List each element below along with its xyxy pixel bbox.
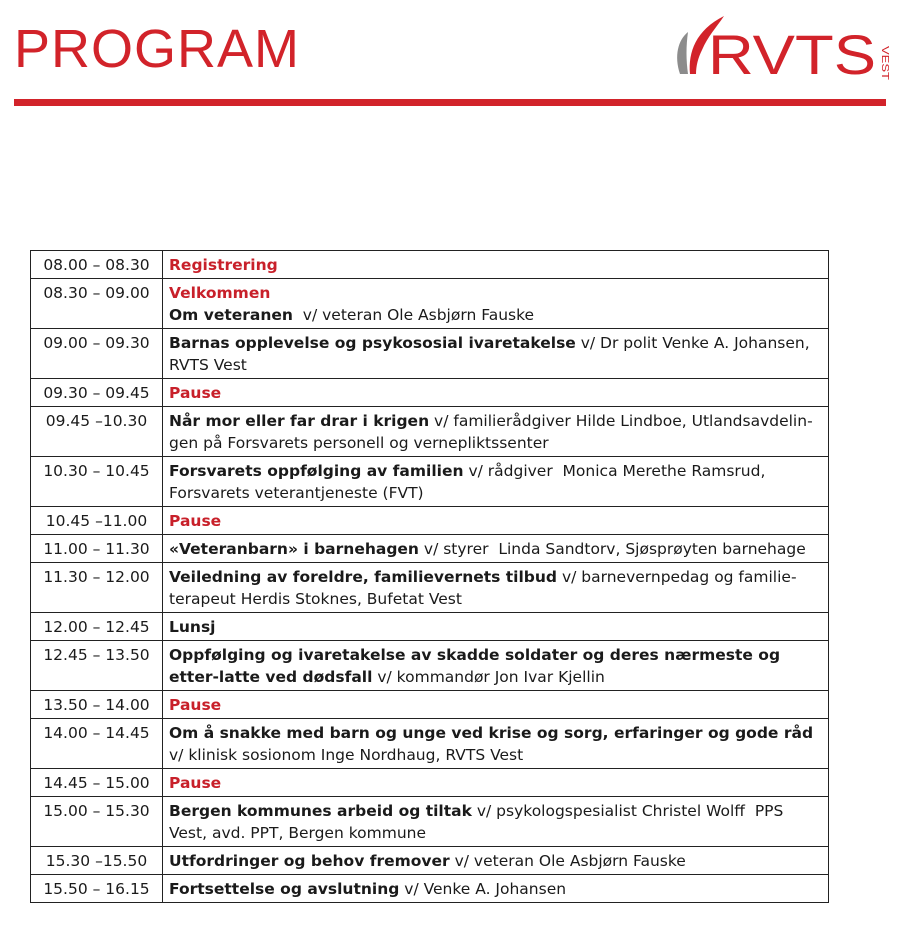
program-topic: Registrering — [169, 256, 278, 274]
program-row — [31, 279, 829, 329]
program-topic: Forsvarets oppfølging av familien — [169, 462, 464, 480]
program-description — [163, 769, 829, 797]
program-row — [31, 563, 829, 613]
program-speaker: v/ kommandør Jon Ivar Kjellin — [372, 668, 605, 686]
program-description — [163, 535, 829, 563]
program-description — [163, 379, 829, 407]
program-row — [31, 691, 829, 719]
program-time: 15.00 – 15.30 — [31, 797, 163, 847]
program-topic: Om å snakke med barn og unge ved krise og sorg, erfaringer og gode råd — [169, 724, 814, 742]
program-description — [163, 719, 829, 769]
program-speaker: v/ klinisk sosionom Inge Nordhaug, RVTS Vest — [169, 724, 818, 764]
program-description — [163, 507, 829, 535]
program-row — [31, 457, 829, 507]
program-row — [31, 613, 829, 641]
program-row — [31, 379, 829, 407]
program-speaker: v/ psykologspesialist Christel Wolff PPS Vest, avd. PPT, Bergen kommune — [169, 802, 789, 842]
program-topic: Når mor eller far drar i krigen — [169, 412, 430, 430]
program-time: 08.30 – 09.00 — [31, 279, 163, 329]
program-time: 11.30 – 12.00 — [31, 563, 163, 613]
program-topic: Bergen kommunes arbeid og tiltak — [169, 802, 472, 820]
program-description — [163, 251, 829, 279]
program-time: 10.30 – 10.45 — [31, 457, 163, 507]
program-time: 15.50 – 16.15 — [31, 875, 163, 903]
program-description — [163, 563, 829, 613]
program-time: 09.45 –10.30 — [31, 407, 163, 457]
program-topic-secondary: Om veteranen — [169, 306, 293, 324]
program-description — [163, 457, 829, 507]
program-row — [31, 507, 829, 535]
program-description — [163, 847, 829, 875]
program-time: 09.30 – 09.45 — [31, 379, 163, 407]
program-speaker: v/ barnevernpedag og familie-terapeut Herdis Stoknes, Bufetat Vest — [169, 568, 797, 608]
program-speaker: v/ familierådgiver Hilde Lindboe, Utlandsavdelin-gen på Forsvarets personell og vernepliktssenter — [169, 412, 813, 452]
program-description — [163, 797, 829, 847]
program-speaker: v/ styrer Linda Sandtorv, Sjøsprøyten barnehage — [418, 540, 806, 558]
program-speaker: v/ Dr polit Venke A. Johansen, RVTS Vest — [169, 334, 815, 374]
program-time: 08.00 – 08.30 — [31, 251, 163, 279]
program-time: 13.50 – 14.00 — [31, 691, 163, 719]
program-topic: Oppfølging og ivaretakelse av skadde soldater og deres nærmeste og etter-latte ved dødsfall — [169, 646, 781, 686]
program-description — [163, 329, 829, 379]
program-description — [163, 613, 829, 641]
program-topic: Lunsj — [169, 618, 216, 636]
program-time: 15.30 –15.50 — [31, 847, 163, 875]
program-speaker: v/ rådgiver Monica Merethe Ramsrud, Forsvarets veterantjeneste (FVT) — [169, 462, 771, 502]
program-time: 11.00 – 11.30 — [31, 535, 163, 563]
program-topic: Pause — [169, 696, 222, 714]
program-row — [31, 797, 829, 847]
program-speaker: v/ veteran Ole Asbjørn Fauske — [449, 852, 686, 870]
program-row — [31, 875, 829, 903]
program-time: 09.00 – 09.30 — [31, 329, 163, 379]
rvts-vest-logo — [668, 10, 898, 90]
program-topic: Pause — [169, 774, 222, 792]
program-speaker: v/ veteran Ole Asbjørn Fauske — [292, 306, 535, 324]
program-time: 12.45 – 13.50 — [31, 641, 163, 691]
program-topic: Utfordringer og behov fremover — [169, 852, 450, 870]
program-topic: «Veteranbarn» i barnehagen — [169, 540, 419, 558]
program-row — [31, 719, 829, 769]
program-description — [163, 641, 829, 691]
program-time: 14.45 – 15.00 — [31, 769, 163, 797]
program-speaker: v/ Venke A. Johansen — [399, 880, 567, 898]
program-row — [31, 251, 829, 279]
program-topic: Barnas opplevelse og psykososial ivaretakelse — [169, 334, 576, 352]
program-description — [163, 279, 829, 329]
svg-text:VEST: VEST — [879, 46, 890, 73]
logo-text: RVTS — [708, 23, 876, 86]
header-divider — [14, 99, 886, 106]
program-description — [163, 875, 829, 903]
program-row — [31, 329, 829, 379]
program-topic: Pause — [169, 384, 222, 402]
logo-subtext — [879, 46, 890, 80]
program-time: 12.00 – 12.45 — [31, 613, 163, 641]
program-time: 10.45 –11.00 — [31, 507, 163, 535]
page-title: PROGRAM — [14, 19, 301, 79]
program-row — [31, 407, 829, 457]
program-topic: Veiledning av foreldre, familievernets tilbud — [169, 568, 558, 586]
program-description — [163, 691, 829, 719]
program-time: 14.00 – 14.45 — [31, 719, 163, 769]
program-topic: Velkommen — [169, 284, 271, 302]
program-row — [31, 641, 829, 691]
leaf-gray-icon — [677, 32, 688, 74]
program-description — [163, 407, 829, 457]
program-table — [30, 250, 829, 903]
program-topic: Fortsettelse og avslutning — [169, 880, 400, 898]
program-row — [31, 847, 829, 875]
program-row — [31, 535, 829, 563]
program-row — [31, 769, 829, 797]
program-topic: Pause — [169, 512, 222, 530]
